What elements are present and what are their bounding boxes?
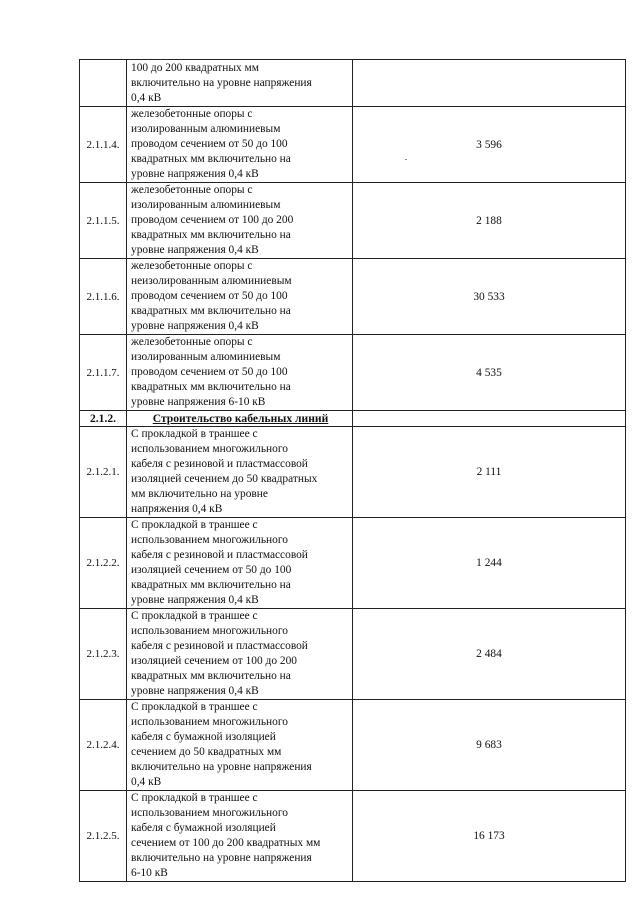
item-number: 2.1.1.7. (80, 335, 127, 411)
item-description: С прокладкой в траншее с использованием многожильного кабеля с бумажной изоляцией сечением до 50 квадратных мм включительно на уровне напряжения 0,4 кВ (127, 700, 353, 791)
table-row (80, 259, 626, 335)
item-value: 4 535 (353, 335, 626, 411)
item-description: железобетонные опоры с изолированным алюминиевым проводом сечением от 50 до 100 квадратных мм включительно на уровне напряжения 0,4 кВ (127, 107, 353, 183)
item-number: 2.1.2. (80, 411, 127, 427)
item-description: С прокладкой в траншее с использованием многожильного кабеля с резиновой и пластмассовой изоляцией сечением до 50 квадратных мм включительно на уровне напряжения 0,4 кВ (127, 427, 353, 518)
item-number: 2.1.2.2. (80, 518, 127, 609)
item-number: 2.1.1.6. (80, 259, 127, 335)
item-number: 2.1.2.1. (80, 427, 127, 518)
item-description: 100 до 200 квадратных мм включительно на уровне напряжения 0,4 кВ (127, 60, 353, 107)
item-value: 2 188 (353, 183, 626, 259)
item-value (353, 60, 626, 107)
item-description: железобетонные опоры с изолированным алюминиевым проводом сечением от 50 до 100 квадратных мм включительно на уровне напряжения 6-10 кВ (127, 335, 353, 411)
table-row (80, 791, 626, 882)
item-value: 1 244 (353, 518, 626, 609)
table-row (80, 183, 626, 259)
item-value: 2 111 (353, 427, 626, 518)
item-description: С прокладкой в траншее с использованием многожильного кабеля с резиновой и пластмассовой изоляцией сечением от 100 до 200 квадратных мм включительно на уровне напряжения 0,4 кВ (127, 609, 353, 700)
item-value: 3 596 (353, 107, 626, 183)
rates-table-body (80, 60, 626, 882)
section-row (80, 411, 626, 427)
table-row (80, 518, 626, 609)
item-description: железобетонные опоры с изолированным алюминиевым проводом сечением от 100 до 200 квадратных мм включительно на уровне напряжения 0,4 кВ (127, 183, 353, 259)
item-number: 2.1.2.4. (80, 700, 127, 791)
table-row (80, 427, 626, 518)
scan-speck (405, 159, 407, 160)
item-number: 2.1.2.3. (80, 609, 127, 700)
item-value: 9 683 (353, 700, 626, 791)
item-description: С прокладкой в траншее с использованием многожильного кабеля с бумажной изоляцией сечением от 100 до 200 квадратных мм включительно на уровне напряжения 6-10 кВ (127, 791, 353, 882)
table-row (80, 60, 626, 107)
section-title: Строительство кабельных линий (127, 411, 353, 427)
item-value: 16 173 (353, 791, 626, 882)
table-row (80, 335, 626, 411)
item-number: 2.1.1.5. (80, 183, 127, 259)
table-row (80, 700, 626, 791)
item-number: 2.1.1.4. (80, 107, 127, 183)
item-number (80, 60, 127, 107)
item-value: 30 533 (353, 259, 626, 335)
item-description: железобетонные опоры с неизолированным алюминиевым проводом сечением от 50 до 100 квадратных мм включительно на уровне напряжения 0,4 кВ (127, 259, 353, 335)
item-number: 2.1.2.5. (80, 791, 127, 882)
table-row (80, 107, 626, 183)
item-value (353, 411, 626, 427)
table-row (80, 609, 626, 700)
rates-table (79, 59, 626, 882)
item-description: С прокладкой в траншее с использованием многожильного кабеля с резиновой и пластмассовой изоляцией сечением от 50 до 100 квадратных мм включительно на уровне напряжения 0,4 кВ (127, 518, 353, 609)
item-value: 2 484 (353, 609, 626, 700)
